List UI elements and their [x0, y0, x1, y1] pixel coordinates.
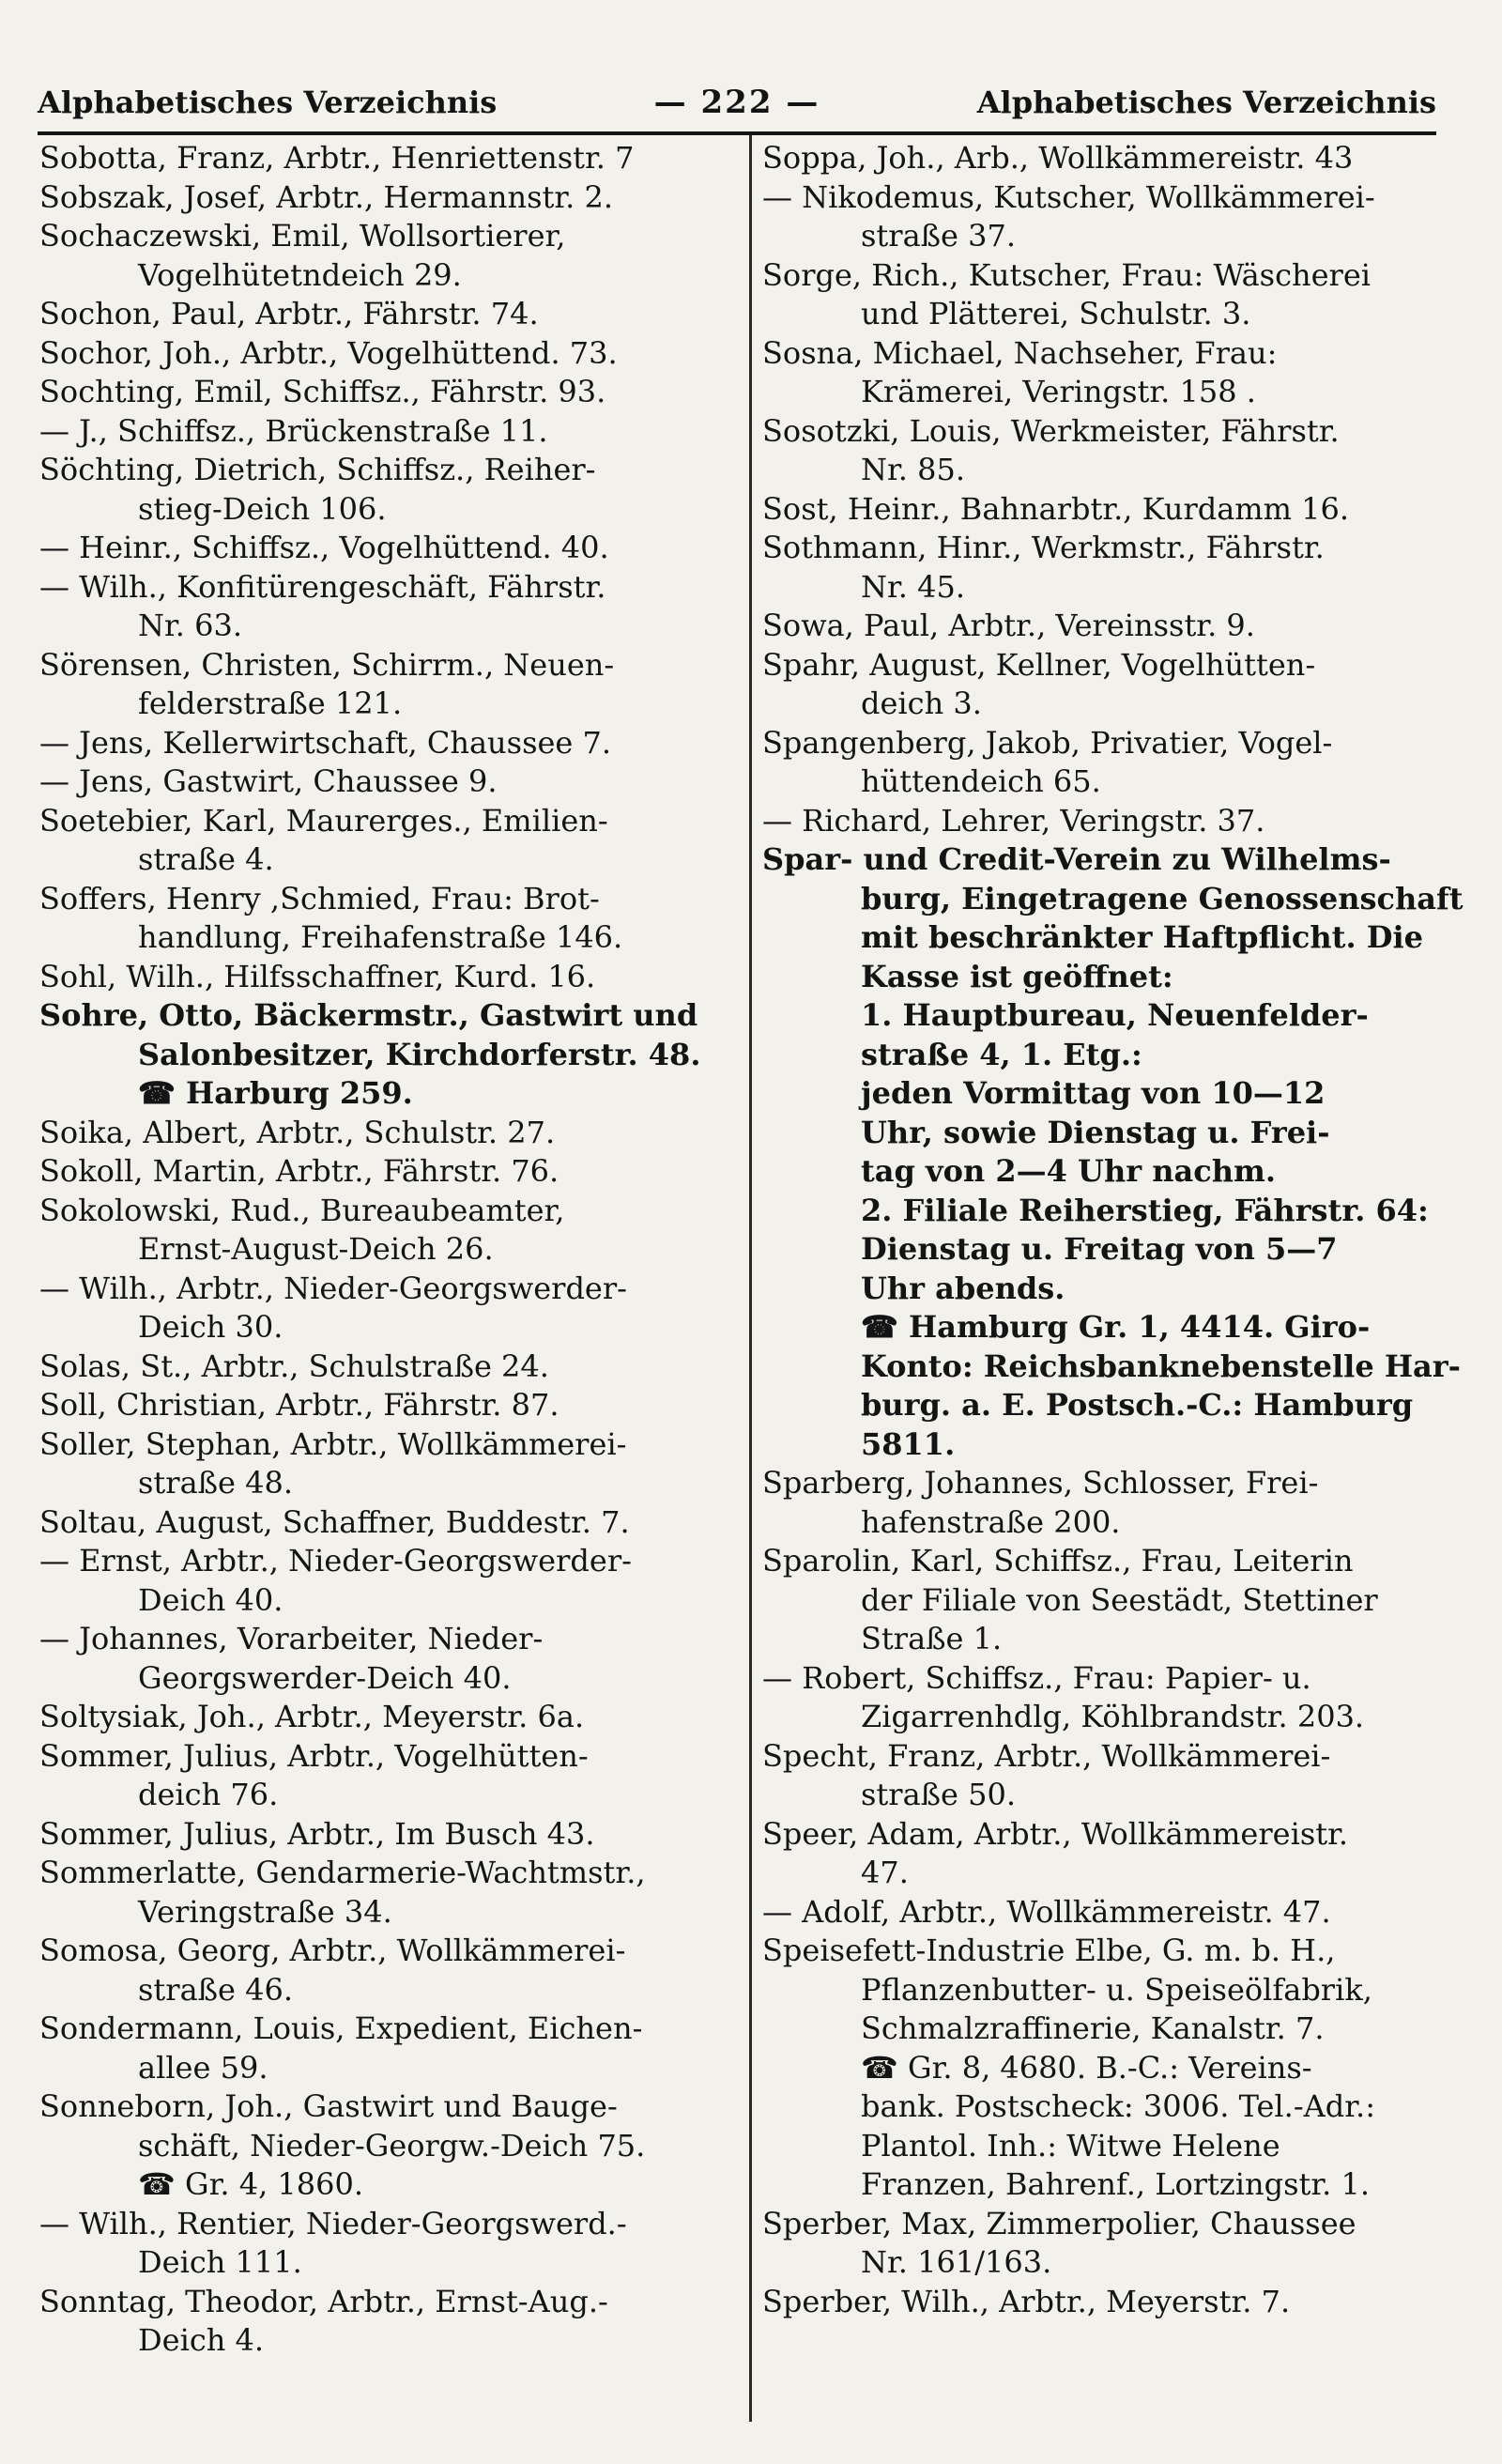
- entry-continuation-line: Straße 1.: [861, 1621, 1003, 1656]
- entry-continuation-line: straße 4.: [138, 841, 274, 877]
- entry-line: Sochaczewski, Emil, Wollsortierer,: [39, 218, 566, 254]
- directory-entry: [762, 1932, 1468, 2205]
- left-column: [39, 139, 723, 2361]
- entry-line: — Adolf, Arbtr., Wollkämmereistr. 47.: [762, 1893, 1331, 1930]
- directory-entry: [39, 958, 723, 997]
- header-rule: [38, 131, 1436, 135]
- directory-entry: [39, 1932, 723, 2010]
- entry-line: Sowa, Paul, Arbtr., Vereinsstr. 9.: [762, 608, 1255, 643]
- entry-continuation-line: Konto: Reichsbanknebenstelle Har-: [861, 1348, 1461, 1384]
- entry-continuation-line: Deich 30.: [138, 1309, 284, 1345]
- entry-continuation-line: Salonbesitzer, Kirchdorferstr. 48.: [138, 1036, 701, 1072]
- entry-line: Sommerlatte, Gendarmerie-Wachtmstr.,: [39, 1855, 646, 1890]
- entry-continuation-line: Krämerei, Veringstr. 158 .: [861, 374, 1256, 409]
- entry-continuation-line: bank. Postscheck: 3006. Tel.-Adr.:: [861, 2088, 1375, 2124]
- entry-continuation-line: Pflanzenbutter- u. Speiseölfabrik,: [861, 1971, 1372, 2008]
- entry-line: Soffers, Henry ,Schmied, Frau: Brot-: [39, 880, 600, 916]
- entry-continuation-line: mit beschränkter Haftpflicht. Die: [861, 919, 1423, 955]
- directory-entry: [762, 1893, 1468, 1933]
- entry-continuation-line: Franzen, Bahrenf., Lortzingstr. 1.: [861, 2166, 1370, 2202]
- directory-entry: [762, 490, 1468, 530]
- entry-line: — Wilh., Konfitürengeschäft, Fährstr.: [39, 568, 606, 605]
- entry-line: Spangenberg, Jakob, Privatier, Vogel-: [762, 724, 1333, 761]
- entry-line: — Jens, Kellerwirtschaft, Chaussee 7.: [39, 724, 612, 761]
- entry-line: Sondermann, Louis, Expedient, Eichen-: [39, 2010, 643, 2046]
- directory-entry: [39, 724, 723, 763]
- entry-line: Soltau, August, Schaffner, Buddestr. 7.: [39, 1503, 630, 1540]
- entry-line: Soppa, Joh., Arb., Wollkämmereistr. 43: [762, 140, 1354, 176]
- entry-continuation-line: straße 4, 1. Etg.:: [861, 1036, 1142, 1072]
- entry-line: Sochor, Joh., Arbtr., Vogelhüttend. 73.: [39, 334, 618, 371]
- entry-continuation-line: ☎ Gr. 4, 1860.: [138, 2166, 364, 2202]
- directory-entry: [39, 996, 723, 1114]
- directory-entry: [762, 2283, 1468, 2322]
- entry-line: Sochon, Paul, Arbtr., Fährstr. 74.: [39, 296, 539, 331]
- page-header: [38, 79, 1436, 126]
- directory-entry: [39, 178, 723, 218]
- directory-entry: [39, 2010, 723, 2087]
- entry-line: Spar- und Credit-Verein zu Wilhelms-: [762, 841, 1391, 877]
- column-divider: [749, 135, 752, 2422]
- entry-line: Speer, Adam, Arbtr., Wollkämmereistr.: [762, 1815, 1349, 1852]
- header-left-title: Alphabetisches Verzeichnis: [38, 85, 498, 120]
- directory-entry: [39, 1620, 723, 1698]
- directory-entry: [762, 802, 1468, 841]
- entry-continuation-line: hafenstraße 200.: [861, 1503, 1121, 1540]
- entry-line: Sommer, Julius, Arbtr., Vogelhütten-: [39, 1737, 589, 1774]
- entry-line: Sobotta, Franz, Arbtr., Henriettenstr. 7: [39, 140, 635, 176]
- directory-entry: [39, 373, 723, 412]
- entry-continuation-line: ☎ Hamburg Gr. 1, 4414. Giro-: [861, 1309, 1371, 1345]
- directory-entry: [39, 451, 723, 529]
- directory-entry: [39, 295, 723, 334]
- entry-continuation-line: und Plätterei, Schulstr. 3.: [861, 296, 1251, 331]
- entry-continuation-line: Zigarrenhdlg, Köhlbrandstr. 203.: [861, 1699, 1365, 1734]
- entry-continuation-line: jeden Vormittag von 10—12: [861, 1075, 1326, 1111]
- entry-continuation-line: straße 37.: [861, 218, 1017, 254]
- directory-entry: [39, 762, 723, 802]
- entry-line: Sost, Heinr., Bahnarbtr., Kurdamm 16.: [762, 490, 1350, 527]
- entry-continuation-line: burg. a. E. Postsch.-C.: Hamburg: [861, 1387, 1414, 1423]
- directory-entry: [762, 1464, 1468, 1542]
- directory-entry: [39, 139, 723, 178]
- directory-entry: [39, 1737, 723, 1815]
- entry-line: — Wilh., Arbtr., Nieder-Georgswerder-: [39, 1270, 627, 1306]
- directory-entry: [39, 1815, 723, 1855]
- directory-entry: [762, 412, 1468, 490]
- directory-entry: [39, 568, 723, 646]
- entry-line: Spahr, August, Kellner, Vogelhütten-: [762, 646, 1316, 683]
- entry-line: Sparolin, Karl, Schiffsz., Frau, Leiterin: [762, 1543, 1354, 1578]
- entry-continuation-line: 47.: [861, 1855, 909, 1890]
- entry-continuation-line: Vogelhütetndeich 29.: [138, 256, 462, 293]
- entry-line: Soltysiak, Joh., Arbtr., Meyerstr. 6a.: [39, 1699, 585, 1734]
- entry-continuation-line: Uhr abends.: [861, 1270, 1065, 1306]
- entry-continuation-line: 5811.: [861, 1425, 956, 1462]
- entry-line: Somosa, Georg, Arbtr., Wollkämmerei-: [39, 1933, 626, 1968]
- directory-entry: [39, 1152, 723, 1192]
- entry-continuation-line: Schmalzraffinerie, Kanalstr. 7.: [861, 2010, 1325, 2046]
- entry-line: Soetebier, Karl, Maurerges., Emilien-: [39, 802, 608, 839]
- directory-entry: [39, 1542, 723, 1620]
- entry-continuation-line: tag von 2—4 Uhr nachm.: [861, 1153, 1276, 1189]
- entry-continuation-line: straße 50.: [861, 1777, 1017, 1812]
- entry-line: Sperber, Wilh., Arbtr., Meyerstr. 7.: [762, 2283, 1291, 2319]
- directory-entry: [39, 1348, 723, 1387]
- entry-continuation-line: Dienstag u. Freitag von 5—7: [861, 1231, 1338, 1267]
- entry-line: — Nikodemus, Kutscher, Wollkämmerei-: [762, 178, 1375, 215]
- entry-continuation-line: deich 3.: [861, 685, 982, 721]
- entry-line: Sperber, Max, Zimmerpolier, Chaussee: [762, 2205, 1356, 2241]
- entry-continuation-line: ☎ Harburg 259.: [138, 1075, 413, 1111]
- entry-line: Sohre, Otto, Bäckermstr., Gastwirt und: [39, 997, 698, 1033]
- entry-line: Söchting, Dietrich, Schiffsz., Reiher-: [39, 452, 596, 487]
- entry-continuation-line: Deich 40.: [138, 1581, 284, 1618]
- entry-line: Sonntag, Theodor, Arbtr., Ernst-Aug.-: [39, 2283, 608, 2319]
- entry-line: Sosna, Michael, Nachseher, Frau:: [762, 334, 1278, 371]
- entry-continuation-line: Nr. 45.: [861, 568, 966, 605]
- directory-entry: [762, 139, 1468, 178]
- directory-entry: [39, 646, 723, 724]
- entry-continuation-line: der Filiale von Seestädt, Stettiner: [861, 1581, 1378, 1618]
- entry-line: — Heinr., Schiffsz., Vogelhüttend. 40.: [39, 530, 609, 565]
- directory-entry: [39, 1386, 723, 1425]
- entry-continuation-line: straße 48.: [138, 1465, 294, 1501]
- entry-continuation-line: felderstraße 121.: [138, 685, 403, 721]
- entry-line: Speisefett-Industrie Elbe, G. m. b. H.,: [762, 1933, 1336, 1968]
- entry-line: Soller, Stephan, Arbtr., Wollkämmerei-: [39, 1425, 627, 1462]
- entry-line: Sobszak, Josef, Arbtr., Hermannstr. 2.: [39, 178, 614, 215]
- entry-continuation-line: Plantol. Inh.: Witwe Helene: [861, 2127, 1280, 2164]
- entry-line: Sohl, Wilh., Hilfsschaffner, Kurd. 16.: [39, 958, 596, 994]
- directory-entry: [39, 529, 723, 568]
- directory-entry: [39, 1270, 723, 1348]
- entry-line: Sochting, Emil, Schiffsz., Fährstr. 93.: [39, 374, 606, 409]
- directory-entry: [762, 2205, 1468, 2283]
- entry-continuation-line: ☎ Gr. 8, 4680. B.-C.: Vereins-: [861, 2049, 1312, 2086]
- entry-line: Soll, Christian, Arbtr., Fährstr. 87.: [39, 1387, 559, 1423]
- directory-entry: [762, 1815, 1468, 1893]
- entry-continuation-line: Ernst-August-Deich 26.: [138, 1231, 494, 1267]
- directory-entry: [39, 2205, 723, 2283]
- directory-entry: [762, 607, 1468, 646]
- entry-continuation-line: burg, Eingetragene Genossenschaft: [861, 880, 1464, 916]
- directory-entry: [39, 334, 723, 374]
- entry-line: Specht, Franz, Arbtr., Wollkämmerei-: [762, 1737, 1331, 1774]
- entry-continuation-line: hüttendeich 65.: [861, 763, 1101, 799]
- entry-line: — Wilh., Rentier, Nieder-Georgswerd.-: [39, 2205, 627, 2241]
- directory-entry: [39, 1503, 723, 1543]
- directory-entry: [39, 2087, 723, 2205]
- entry-continuation-line: schäft, Nieder-Georgw.-Deich 75.: [138, 2127, 646, 2164]
- entry-line: Sokoll, Martin, Arbtr., Fährstr. 76.: [39, 1153, 559, 1189]
- entry-continuation-line: Uhr, sowie Dienstag u. Frei-: [861, 1114, 1330, 1150]
- entry-line: — Johannes, Vorarbeiter, Nieder-: [39, 1621, 544, 1656]
- directory-entry: [762, 840, 1468, 1464]
- page-number: — 222 —: [653, 84, 820, 121]
- entry-line: Soika, Albert, Arbtr., Schulstr. 27.: [39, 1114, 556, 1150]
- entry-line: Sosotzki, Louis, Werkmeister, Fährstr.: [762, 412, 1340, 449]
- directory-entry: [39, 802, 723, 880]
- entry-line: Sorge, Rich., Kutscher, Frau: Wäscherei: [762, 256, 1371, 293]
- entry-continuation-line: handlung, Freihafenstraße 146.: [138, 919, 623, 955]
- entry-line: — Richard, Lehrer, Veringstr. 37.: [762, 802, 1265, 839]
- directory-entry: [39, 1854, 723, 1932]
- entry-continuation-line: 1. Hauptbureau, Neuenfelder-: [861, 997, 1369, 1033]
- directory-entry: [39, 2283, 723, 2361]
- directory-entry: [762, 1737, 1468, 1815]
- directory-entry: [39, 1192, 723, 1270]
- directory-entry: [39, 1425, 723, 1503]
- directory-entry: [762, 646, 1468, 724]
- entry-line: — J., Schiffsz., Brückenstraße 11.: [39, 412, 548, 449]
- entry-continuation-line: Veringstraße 34.: [138, 1893, 392, 1930]
- directory-entry: [762, 334, 1468, 412]
- entry-line: Sonneborn, Joh., Gastwirt und Bauge-: [39, 2088, 618, 2124]
- directory-entry: [762, 1542, 1468, 1659]
- entry-continuation-line: Georgswerder-Deich 40.: [138, 1659, 512, 1696]
- directory-entry: [762, 178, 1468, 256]
- entry-line: — Ernst, Arbtr., Nieder-Georgswerder-: [39, 1543, 632, 1578]
- entry-line: Sothmann, Hinr., Werkmstr., Fährstr.: [762, 530, 1325, 565]
- entry-line: Sparberg, Johannes, Schlosser, Frei-: [762, 1465, 1319, 1501]
- entry-continuation-line: straße 46.: [138, 1971, 294, 2008]
- directory-entry: [762, 1659, 1468, 1737]
- directory-entry: [39, 412, 723, 452]
- entry-continuation-line: Kasse ist geöffnet:: [861, 958, 1173, 994]
- entry-line: Sörensen, Christen, Schirrm., Neuen-: [39, 646, 615, 683]
- directory-entry: [762, 256, 1468, 334]
- entry-line: Sommer, Julius, Arbtr., Im Busch 43.: [39, 1815, 595, 1852]
- entry-line: — Robert, Schiffsz., Frau: Papier- u.: [762, 1659, 1311, 1696]
- entry-continuation-line: 2. Filiale Reiherstieg, Fährstr. 64:: [861, 1192, 1429, 1228]
- header-right-title: Alphabetisches Verzeichnis: [976, 85, 1436, 120]
- entry-continuation-line: Nr. 63.: [138, 608, 243, 643]
- entry-continuation-line: Deich 111.: [138, 2244, 302, 2280]
- entry-continuation-line: deich 76.: [138, 1777, 279, 1812]
- entry-line: Solas, St., Arbtr., Schulstraße 24.: [39, 1348, 549, 1384]
- entry-line: — Jens, Gastwirt, Chaussee 9.: [39, 763, 498, 799]
- entry-continuation-line: stieg-Deich 106.: [138, 490, 387, 527]
- entry-continuation-line: allee 59.: [138, 2049, 268, 2086]
- directory-entry: [39, 1114, 723, 1153]
- entry-line: Sokolowski, Rud., Bureaubeamter,: [39, 1192, 565, 1228]
- directory-entry: [762, 529, 1468, 607]
- directory-entry: [762, 724, 1468, 802]
- right-column: [762, 139, 1468, 2321]
- directory-entry: [39, 1698, 723, 1737]
- entry-continuation-line: Nr. 161/163.: [861, 2244, 1052, 2280]
- entry-continuation-line: Nr. 85.: [861, 452, 966, 487]
- directory-entry: [39, 880, 723, 958]
- directory-entry: [39, 217, 723, 295]
- entry-continuation-line: Deich 4.: [138, 2322, 265, 2358]
